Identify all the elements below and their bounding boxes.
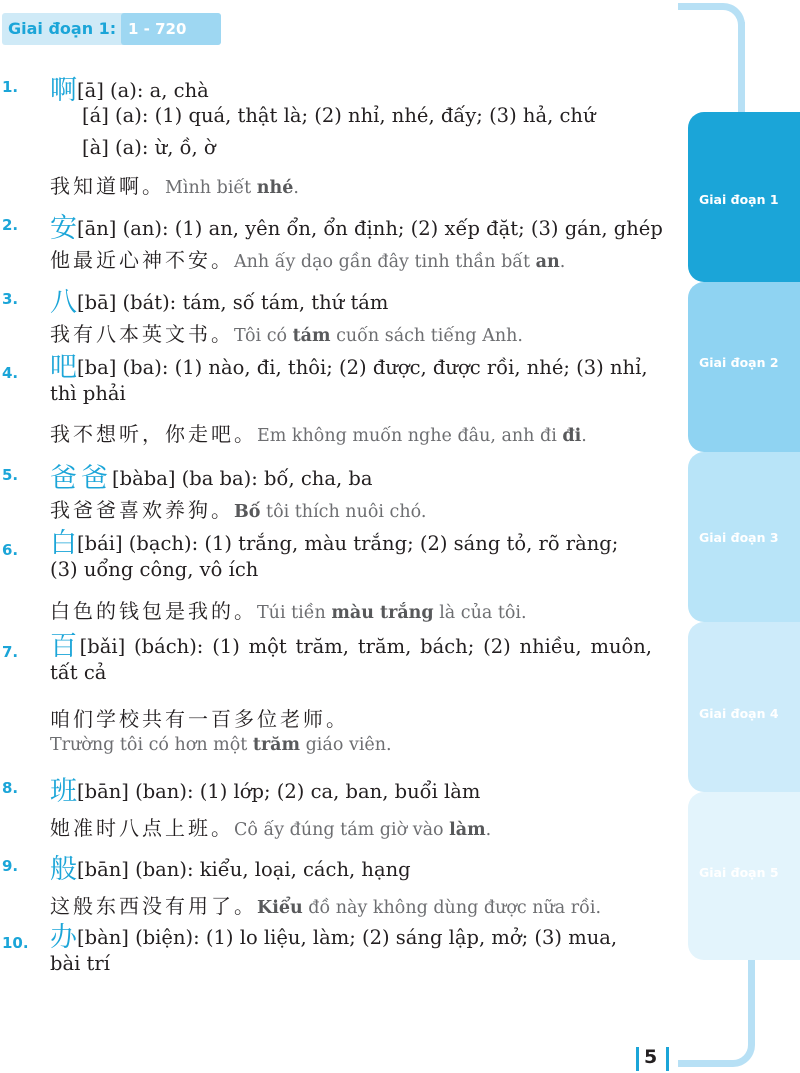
entry-hanzi: 百	[50, 631, 80, 662]
tab-stage-3[interactable]: Giai đoạn 3	[688, 452, 800, 622]
entry-hanzi: 爸爸	[50, 463, 112, 494]
stage-header	[2, 13, 221, 45]
entry-definition: 般[bān] (ban): kiểu, loại, cách, hạng	[50, 854, 411, 885]
entry-definition: 啊[ā] (a): a, chà	[50, 75, 209, 106]
tab-stage-1[interactable]: Giai đoạn 1	[688, 112, 800, 282]
decorative-bracket-top	[678, 3, 745, 25]
decorative-bar	[738, 22, 745, 117]
entry-example: 这般东西没有用了。Kiểu đồ này không dùng được nữa rồi.	[50, 894, 602, 918]
page-number: 5	[644, 1046, 658, 1068]
entry-example: 她准时八点上班。Cô ấy đúng tám giờ vào làm.	[50, 816, 492, 840]
tab-stage-2[interactable]: Giai đoạn 2	[688, 282, 800, 452]
decorative-bracket-bottom	[678, 960, 755, 1067]
entry-definition: [à] (a): ừ, ồ, ờ	[82, 136, 216, 159]
entry-hanzi: 班	[50, 776, 77, 807]
entry-number: 9.	[2, 857, 19, 875]
entry-hanzi: 吧	[50, 352, 77, 383]
entry-definition: 百[bǎi] (bách): (1) một trăm, trăm, bách; (2) nhiều, muôn, tất cả	[50, 631, 652, 684]
entry-number: 10.	[2, 934, 29, 952]
entry-example-translation: Trường tôi có hơn một trăm giáo viên.	[50, 735, 392, 755]
page-number-bar-left	[636, 1047, 639, 1071]
entry-hanzi: 八	[50, 287, 77, 318]
entry-number: 4.	[2, 364, 19, 382]
entry-definition: 八[bā] (bát): tám, số tám, thứ tám	[50, 287, 389, 318]
entry-hanzi: 安	[50, 213, 77, 244]
entry-hanzi: 白	[50, 528, 77, 559]
entry-number: 7.	[2, 643, 19, 661]
entry-definition: [á] (a): (1) quá, thật là; (2) nhỉ, nhé, đấy; (3) hả, chứ	[82, 104, 596, 127]
page-number-bar-right	[666, 1047, 669, 1071]
entry-example: 咱们学校共有一百多位老师。	[50, 707, 349, 731]
entry-number: 1.	[2, 78, 19, 96]
entry-number: 5.	[2, 466, 19, 484]
entry-definition: 白[bái] (bạch): (1) trắng, màu trắng; (2) sáng tỏ, rõ ràng; (3) uổng công, vô ích	[50, 528, 619, 581]
entry-hanzi: 般	[50, 854, 77, 885]
entry-definition: 吧[ba] (ba): (1) nào, đi, thôi; (2) được, được rồi, nhé; (3) nhỉ, thì phải	[50, 352, 648, 405]
entry-example: 我不想听，你走吧。Em không muốn nghe đâu, anh đi đi.	[50, 422, 587, 446]
tab-stage-5[interactable]: Giai đoạn 5	[688, 792, 800, 960]
tab-stage-4[interactable]: Giai đoạn 4	[688, 622, 800, 792]
entry-hanzi: 办	[50, 922, 77, 953]
stage-range: 1 - 720	[121, 13, 221, 45]
entry-definition: 班[bān] (ban): (1) lớp; (2) ca, ban, buổi làm	[50, 776, 481, 807]
stage-label: Giai đoạn 1:	[8, 19, 117, 38]
entry-example: 白色的钱包是我的。Túi tiền màu trắng là của tôi.	[50, 599, 527, 623]
entry-example: 他最近心神不安。Anh ấy dạo gần đây tinh thần bất an.	[50, 248, 566, 272]
entry-number: 2.	[2, 216, 19, 234]
entry-example: 我有八本英文书。Tôi có tám cuốn sách tiếng Anh.	[50, 322, 523, 346]
entry-definition: 安[ān] (an): (1) an, yên ổn, ổn định; (2) xếp đặt; (3) gán, ghép	[50, 213, 663, 244]
entry-definition: 办[bàn] (biện): (1) lo liệu, làm; (2) sáng lập, mở; (3) mua, bài trí	[50, 922, 618, 975]
entry-example: 我爸爸喜欢养狗。Bố tôi thích nuôi chó.	[50, 498, 427, 522]
entry-hanzi: 啊	[50, 75, 77, 106]
entry-number: 3.	[2, 290, 19, 308]
entry-number: 8.	[2, 779, 19, 797]
entry-number: 6.	[2, 541, 19, 559]
entry-definition: 爸爸[bàba] (ba ba): bố, cha, ba	[50, 463, 373, 494]
entry-example: 我知道啊。Mình biết nhé.	[50, 174, 299, 198]
